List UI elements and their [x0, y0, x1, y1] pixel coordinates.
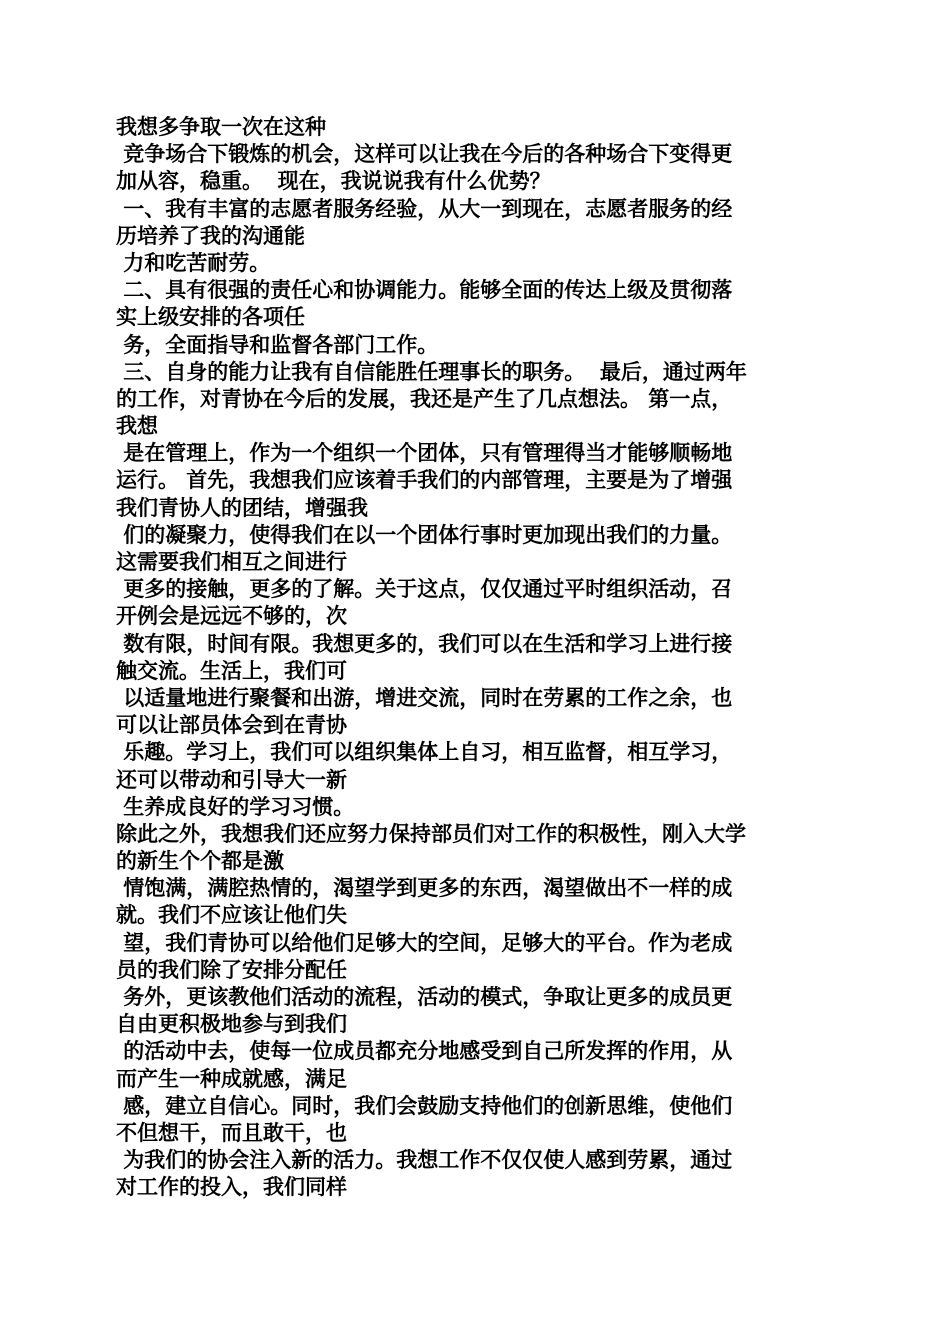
text-line: 是在管理上，作为一个组织一个团体，只有管理得当才能够顺畅地 — [116, 441, 733, 466]
text-line: 我想多争取一次在这种 — [116, 115, 326, 139]
text-line: 除此之外，我想我们还应努力保持部员们对工作的积极性，刚入大学 — [116, 821, 746, 846]
text-line: 员的我们除了安排分配任 — [116, 957, 347, 982]
text-line: 自由更积极地参与到我们 — [116, 1012, 347, 1037]
text-line: 还可以带动和引导大一新 — [116, 767, 347, 792]
text-line: 务外，更该教他们活动的流程，活动的模式，争取让更多的成员更 — [116, 985, 733, 1009]
text-line: 这需要我们相互之间进行 — [116, 550, 347, 574]
text-line: 可以让部员体会到在青协 — [116, 713, 347, 738]
text-line: 不但想干，而且敢干，也 — [116, 1120, 347, 1145]
text-line: 的新生个个都是激 — [116, 849, 284, 874]
text-line: 为我们的协会注入新的活力。我想工作不仅仅使人感到劳累，通过 — [116, 1148, 733, 1173]
text-line: 以适量地进行聚餐和出游，增进交流，同时在劳累的工作之余，也 — [116, 685, 733, 710]
text-line: 触交流。生活上，我们可 — [116, 658, 347, 683]
text-line: 力和吃苦耐劳。 — [116, 250, 271, 275]
text-line: 二、具有很强的责任心和协调能力。能够全面的传达上级及贯彻落 — [116, 278, 733, 303]
body-text — [116, 114, 840, 1202]
text-line: 感，建立自信心。同时，我们会鼓励支持他们的创新思维，使他们 — [116, 1093, 733, 1118]
text-line: 务，全面指导和监督各部门工作。 — [116, 332, 439, 357]
text-line: 就。我们不应该让他们失 — [116, 903, 347, 928]
text-line: 一、我有丰富的志愿者服务经验，从大一到现在，志愿者服务的经 — [116, 196, 733, 221]
text-line: 历培养了我的沟通能 — [116, 223, 305, 248]
text-line: 的活动中去，使每一位成员都充分地感受到自己所发挥的作用，从 — [116, 1039, 733, 1064]
text-line: 三、自身的能力让我有自信能胜任理事长的职务。 最后，通过两年 — [116, 359, 747, 384]
text-line: 而产生一种成就感，满足 — [116, 1066, 347, 1091]
text-line: 运行。 首先，我想我们应该着手我们的内部管理，主要是为了增强 — [116, 468, 733, 493]
text-line: 对工作的投入，我们同样 — [116, 1175, 347, 1200]
text-line: 加从容，稳重。 现在，我说说我有什么优势？ — [116, 169, 551, 194]
text-line: 生养成良好的学习习惯。 — [116, 794, 355, 819]
text-line: 我想 — [116, 414, 158, 439]
text-line: 们的凝聚力，使得我们在以一个团体行事时更加现出我们的力量。 — [116, 522, 733, 547]
text-line: 数有限，时间有限。我想更多的，我们可以在生活和学习上进行接 — [116, 631, 733, 656]
text-line: 开例会是远远不够的，次 — [116, 604, 347, 629]
text-line: 更多的接触，更多的了解。关于这点，仅仅通过平时组织活动，召 — [116, 577, 733, 602]
text-line: 的工作，对青协在今后的发展，我还是产生了几点想法。 第一点， — [116, 386, 733, 411]
text-line: 乐趣。学习上，我们可以组织集体上自习，相互监督，相互学习， — [116, 740, 733, 765]
text-line: 情饱满，满腔热情的，渴望学到更多的东西，渴望做出不一样的成 — [116, 876, 733, 901]
text-line: 我们青协人的团结，增强我 — [116, 495, 368, 520]
text-line: 望，我们青协可以给他们足够大的空间，足够大的平台。作为老成 — [116, 930, 733, 955]
text-line: 实上级安排的各项任 — [116, 305, 305, 330]
text-line: 竞争场合下锻炼的机会，这样可以让我在今后的各种场合下变得更 — [116, 142, 733, 167]
